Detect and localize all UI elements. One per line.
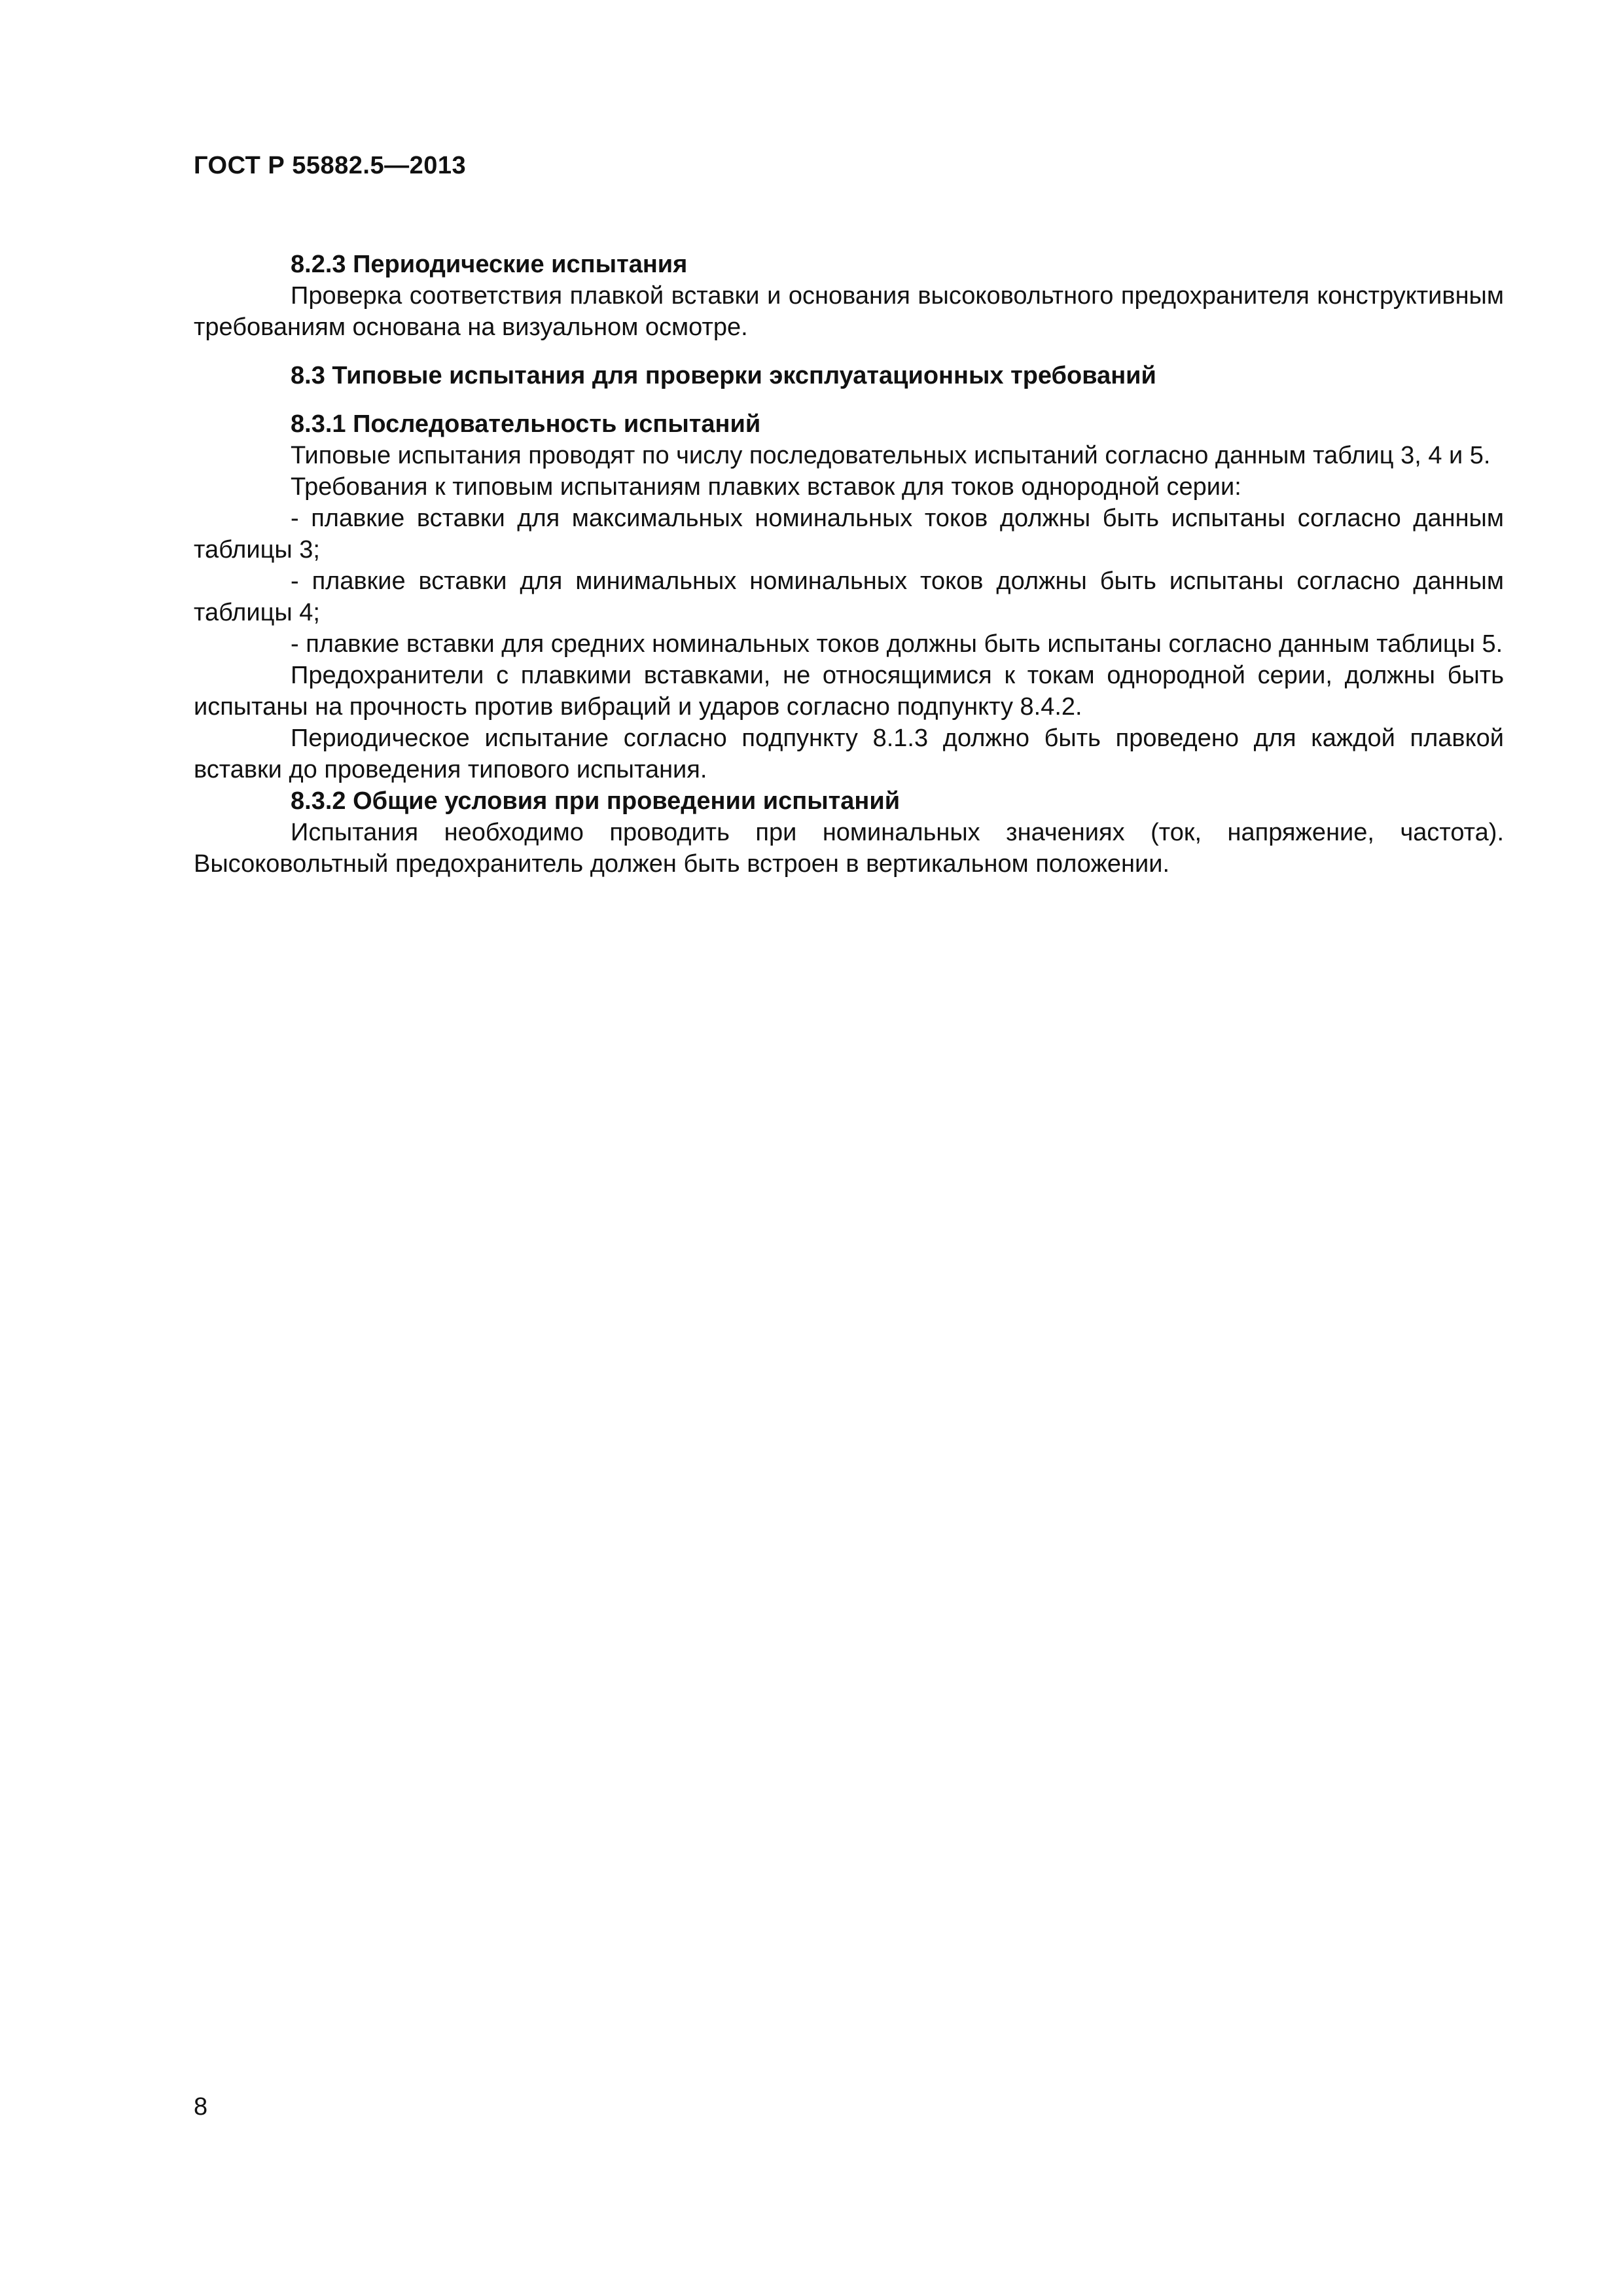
paragraph: Периодическое испытание согласно подпункту 8.1.3 должно быть проведено для каждой плавкой вставки до проведения типового испытания.	[194, 725, 1504, 783]
paragraph: Требования к типовым испытаниям плавких вставок для токов однородной серии:	[291, 473, 1241, 501]
page-number: 8	[194, 2093, 208, 2121]
section-heading-8-3: 8.3 Типовые испытания для проверки эксплуатационных требований	[291, 362, 1156, 389]
document-body	[194, 249, 1504, 880]
list-item: - плавкие вставки для максимальных номинальных токов должны быть испытаны согласно данным таблицы 3;	[194, 505, 1504, 564]
document-code: ГОСТ Р 55882.5—2013	[194, 152, 467, 179]
section-heading-8-3-1: 8.3.1 Последовательность испытаний	[291, 410, 761, 438]
section-heading-8-3-2: 8.3.2 Общие условия при проведении испытаний	[291, 787, 901, 815]
list-item: - плавкие вставки для минимальных номинальных токов должны быть испытаны согласно данным таблицы 4;	[194, 567, 1504, 626]
list-item: - плавкие вставки для средних номинальных токов должны быть испытаны согласно данным таблицы 5.	[291, 630, 1503, 658]
paragraph: Типовые испытания проводят по числу последовательных испытаний согласно данным таблиц 3, 4 и 5.	[291, 442, 1491, 469]
paragraph: Проверка соответствия плавкой вставки и основания высоковольтного предохранителя конструктивным требованиям основана на визуальном осмотре.	[194, 282, 1504, 341]
paragraph: Предохранители с плавкими вставками, не относящимися к токам однородной серии, должны быть испытаны на прочность против вибраций и ударов согласно подпункту 8.4.2.	[194, 662, 1504, 721]
section-heading-8-2-3: 8.2.3 Периодические испытания	[291, 251, 688, 278]
paragraph: Испытания необходимо проводить при номинальных значениях (ток, напряжение, частота). Высоковольтный предохранитель должен быть встроен в вертикальном положении.	[194, 819, 1504, 878]
